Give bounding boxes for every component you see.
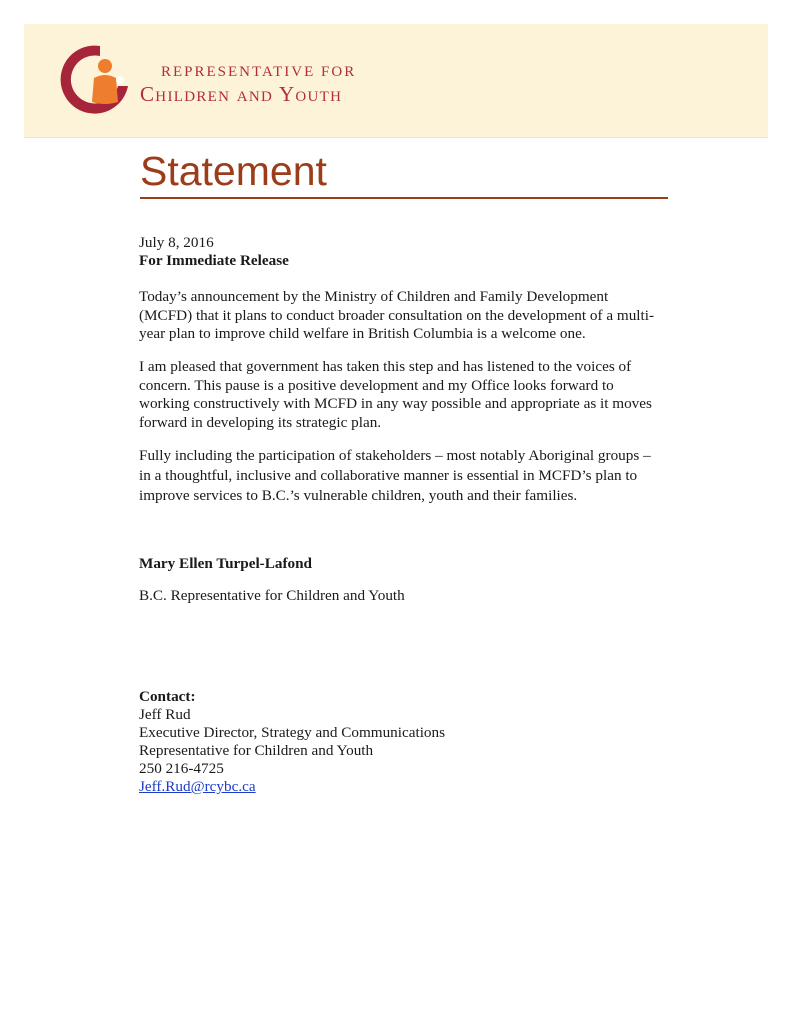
paragraph-line: I am pleased that government has taken this step and has listened to the voices of <box>139 358 632 375</box>
contact-name: Jeff Rud <box>139 706 191 723</box>
paragraph-line: Today’s announcement by the Ministry of Children and Family Development <box>139 288 609 305</box>
org-name-line1: REPRESENTATIVE FOR <box>161 64 357 80</box>
title-divider <box>140 197 668 199</box>
contact-organization: Representative for Children and Youth <box>139 742 374 759</box>
family-figure-logo-icon <box>60 40 130 118</box>
paragraph-line: working constructively with MCFD in any way possible and appropriate as it moves <box>139 395 652 412</box>
document-title: Statement <box>140 148 327 194</box>
paragraph-1 <box>139 288 679 344</box>
signatory-title: B.C. Representative for Children and Youth <box>139 587 405 604</box>
paragraph-line: (MCFD) that it plans to conduct broader consultation on the development of a multi- <box>139 306 655 324</box>
paragraph-3 <box>139 446 679 506</box>
contact-email-link[interactable]: Jeff.Rud@rcybc.ca <box>139 778 256 795</box>
contact-position: Executive Director, Strategy and Communications <box>139 724 446 741</box>
paragraph-line: forward in developing its strategic plan. <box>139 413 382 431</box>
org-name-line2: Children and Youth <box>140 82 343 106</box>
paragraph-line: improve services to B.C.’s vulnerable children, youth and their families. <box>139 487 578 504</box>
signatory-name: Mary Ellen Turpel-Lafond <box>139 555 312 572</box>
paragraph-line: year plan to improve child welfare in British Columbia is a welcome one. <box>139 325 586 342</box>
letterhead-band <box>24 24 768 138</box>
paragraph-line: Fully including the participation of stakeholders – most notably Aboriginal groups – <box>139 447 651 464</box>
paragraph-line: in a thoughtful, inclusive and collaborative manner is essential in MCFD’s plan to <box>139 467 638 484</box>
paragraph-line: concern. This pause is a positive development and my Office looks forward to <box>139 376 614 394</box>
contact-heading: Contact: <box>139 688 196 705</box>
release-date: July 8, 2016 <box>139 234 214 251</box>
paragraph-2 <box>139 358 679 432</box>
release-type: For Immediate Release <box>139 252 289 269</box>
contact-phone: 250 216-4725 <box>139 760 224 777</box>
